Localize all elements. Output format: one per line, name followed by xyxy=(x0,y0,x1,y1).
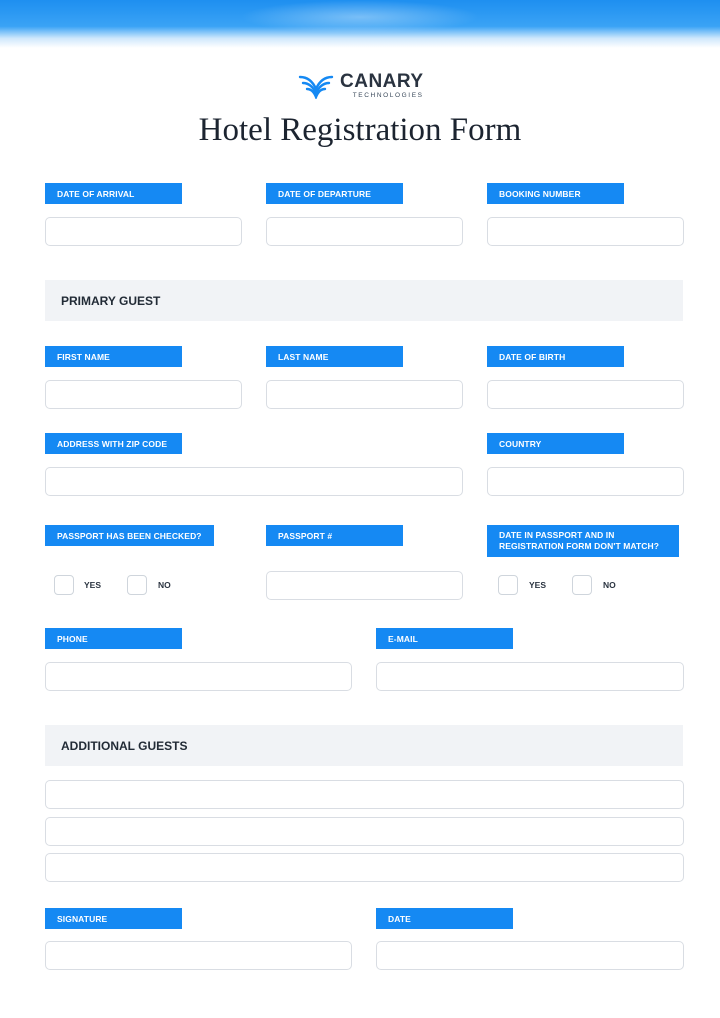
first-name-label: FIRST NAME xyxy=(45,346,182,367)
email-label: E-MAIL xyxy=(376,628,513,649)
passport-checked-yes-checkbox[interactable] xyxy=(54,575,74,595)
brand-tagline: TECHNOLOGIES xyxy=(352,92,424,99)
passport-number-label: PASSPORT # xyxy=(266,525,403,546)
phone-field[interactable] xyxy=(45,662,352,691)
additional-guest-field-2[interactable] xyxy=(45,817,684,846)
passport-number-field[interactable] xyxy=(266,571,463,600)
passport-mismatch-no-checkbox[interactable] xyxy=(572,575,592,595)
date-of-arrival-field[interactable] xyxy=(45,217,242,246)
country-label: COUNTRY xyxy=(487,433,624,454)
address-label: ADDRESS WITH ZIP CODE xyxy=(45,433,182,454)
date-of-birth-field[interactable] xyxy=(487,380,684,409)
date-label: DATE xyxy=(376,908,513,929)
brand-logo xyxy=(298,72,424,100)
passport-checked-label: PASSPORT HAS BEEN CHECKED? xyxy=(45,525,214,546)
country-field[interactable] xyxy=(487,467,684,496)
email-field[interactable] xyxy=(376,662,684,691)
signature-label: SIGNATURE xyxy=(45,908,182,929)
phone-label: PHONE xyxy=(45,628,182,649)
booking-number-field[interactable] xyxy=(487,217,684,246)
brand-name: CANARY xyxy=(340,71,424,92)
first-name-field[interactable] xyxy=(45,380,242,409)
passport-mismatch-yes-label: YES xyxy=(529,580,547,590)
passport-checked-no-checkbox[interactable] xyxy=(127,575,147,595)
additional-guest-field-1[interactable] xyxy=(45,780,684,809)
address-field[interactable] xyxy=(45,467,463,496)
primary-guest-section-title: PRIMARY GUEST xyxy=(45,280,683,321)
passport-mismatch-label-line1: DATE IN PASSPORT AND IN xyxy=(499,530,615,540)
passport-checked-no-label: NO xyxy=(158,580,171,590)
last-name-field[interactable] xyxy=(266,380,463,409)
passport-mismatch-no-label: NO xyxy=(603,580,616,590)
date-of-departure-field[interactable] xyxy=(266,217,463,246)
signature-field[interactable] xyxy=(45,941,352,970)
canary-wings-icon xyxy=(298,73,334,99)
last-name-label: LAST NAME xyxy=(266,346,403,367)
passport-mismatch-label-line2: REGISTRATION FORM DON'T MATCH? xyxy=(499,541,660,551)
header-gradient-band xyxy=(0,0,720,48)
date-of-departure-label: DATE OF DEPARTURE xyxy=(266,183,403,204)
passport-mismatch-yes-checkbox[interactable] xyxy=(498,575,518,595)
passport-checked-yes-label: YES xyxy=(84,580,102,590)
date-of-birth-label: DATE OF BIRTH xyxy=(487,346,624,367)
additional-guests-section-title: ADDITIONAL GUESTS xyxy=(45,725,683,766)
date-of-arrival-label: DATE OF ARRIVAL xyxy=(45,183,182,204)
date-field[interactable] xyxy=(376,941,684,970)
page-title: Hotel Registration Form xyxy=(198,112,522,148)
booking-number-label: BOOKING NUMBER xyxy=(487,183,624,204)
additional-guest-field-3[interactable] xyxy=(45,853,684,882)
passport-mismatch-label xyxy=(487,525,679,557)
